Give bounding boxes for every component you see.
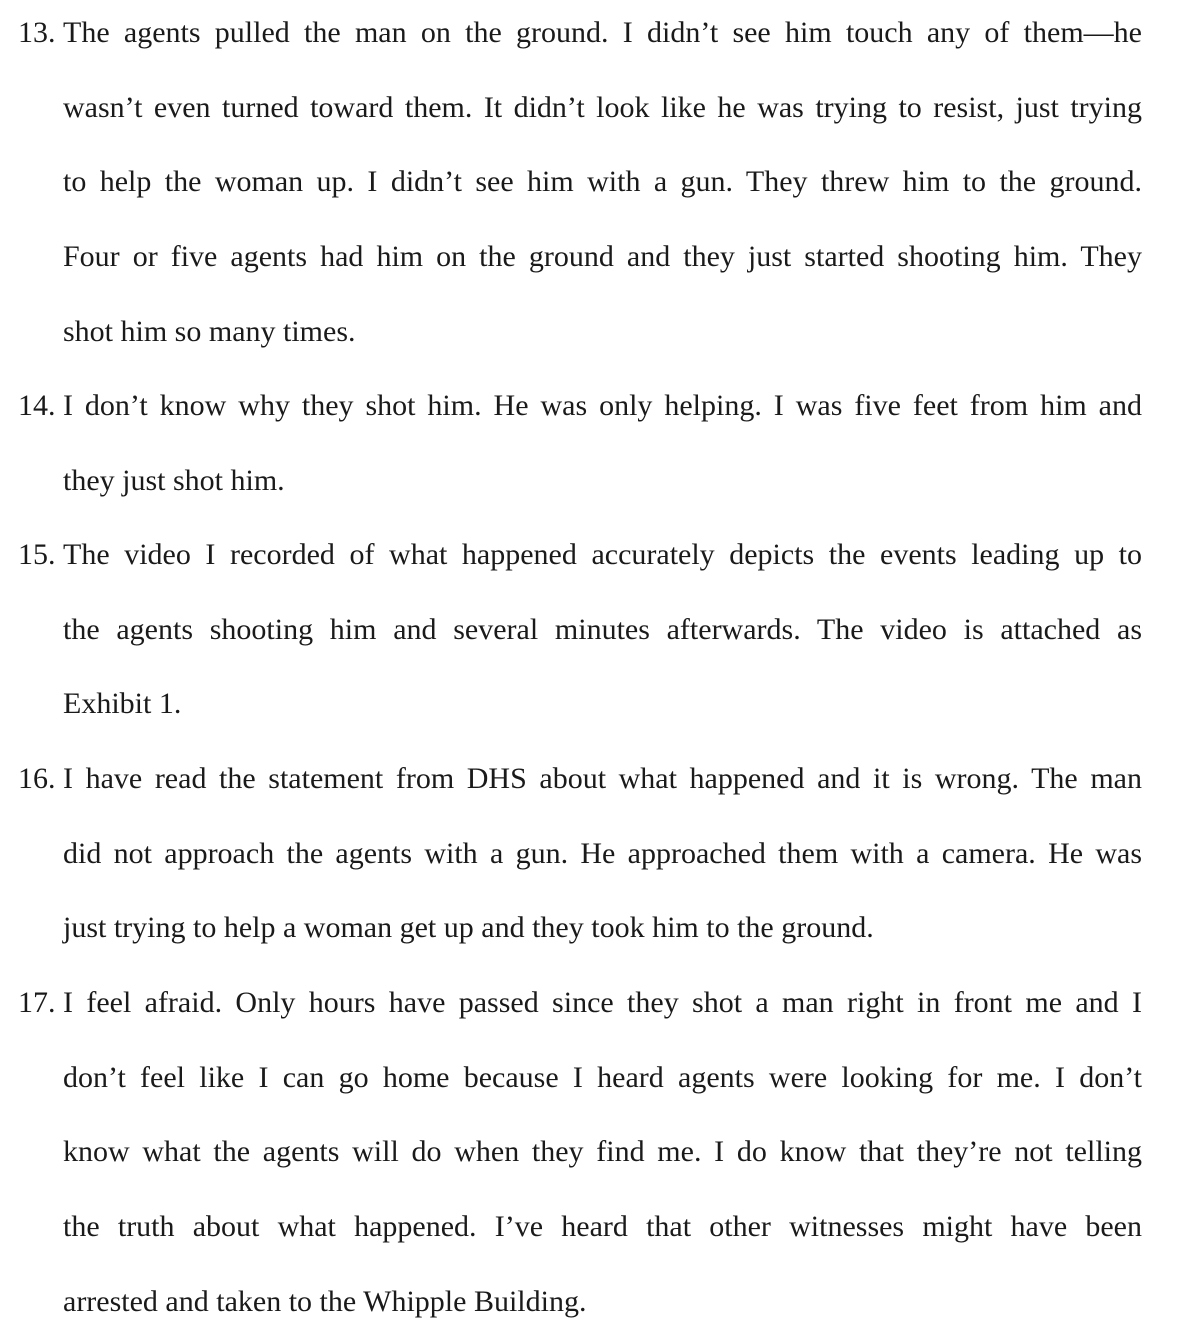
paragraph-number: 17. <box>18 986 56 1019</box>
paragraph-number: 16. <box>18 762 56 795</box>
text-line: they just shot him. <box>63 463 285 497</box>
paragraph-15 <box>18 518 1142 742</box>
text-line: I have read the statement from DHS about what happened and it is wrong. The man <box>63 762 1142 795</box>
text-line: know what the agents will do when they find me. I do know that they’re not telling <box>63 1135 1142 1169</box>
paragraph-13 <box>18 0 1142 370</box>
text-line: wasn’t even turned toward them. It didn’t look like he was trying to resist, just trying <box>63 90 1142 124</box>
paragraph-text <box>63 0 1142 370</box>
text-line: The agents pulled the man on the ground. I didn’t see him touch any of them—he <box>63 16 1142 49</box>
paragraph-text <box>63 742 1142 966</box>
text-line: The video I recorded of what happened accurately depicts the events leading up to <box>63 538 1142 571</box>
paragraph-text <box>63 369 1142 518</box>
text-line: Four or five agents had him on the ground and they just started shooting him. They <box>63 240 1142 274</box>
text-line: the truth about what happened. I’ve heard that other witnesses might have been <box>63 1210 1142 1244</box>
text-line: arrested and taken to the Whipple Building. <box>63 1284 587 1318</box>
paragraph-text <box>63 518 1142 742</box>
paragraph-number: 13. <box>18 16 56 49</box>
text-line: shot him so many times. <box>63 314 356 348</box>
text-line: I don’t know why they shot him. He was only helping. I was five feet from him and <box>63 389 1142 422</box>
text-line: just trying to help a woman get up and they took him to the ground. <box>63 911 874 945</box>
text-line: Exhibit 1. <box>63 687 182 721</box>
paragraph-number: 14. <box>18 389 56 422</box>
text-line: did not approach the agents with a gun. He approached them with a camera. He was <box>63 836 1142 870</box>
text-line: the agents shooting him and several minutes afterwards. The video is attached as <box>63 612 1142 646</box>
text-line: I feel afraid. Only hours have passed since they shot a man right in front me and I <box>63 986 1142 1019</box>
paragraph-number: 15. <box>18 538 56 571</box>
paragraph-text <box>63 966 1142 1340</box>
text-line: to help the woman up. I didn’t see him with a gun. They threw him to the ground. <box>63 165 1142 199</box>
paragraph-14 <box>18 369 1142 518</box>
paragraph-16 <box>18 742 1142 966</box>
paragraph-17 <box>18 966 1142 1340</box>
text-line: don’t feel like I can go home because I heard agents were looking for me. I don’t <box>63 1060 1142 1094</box>
